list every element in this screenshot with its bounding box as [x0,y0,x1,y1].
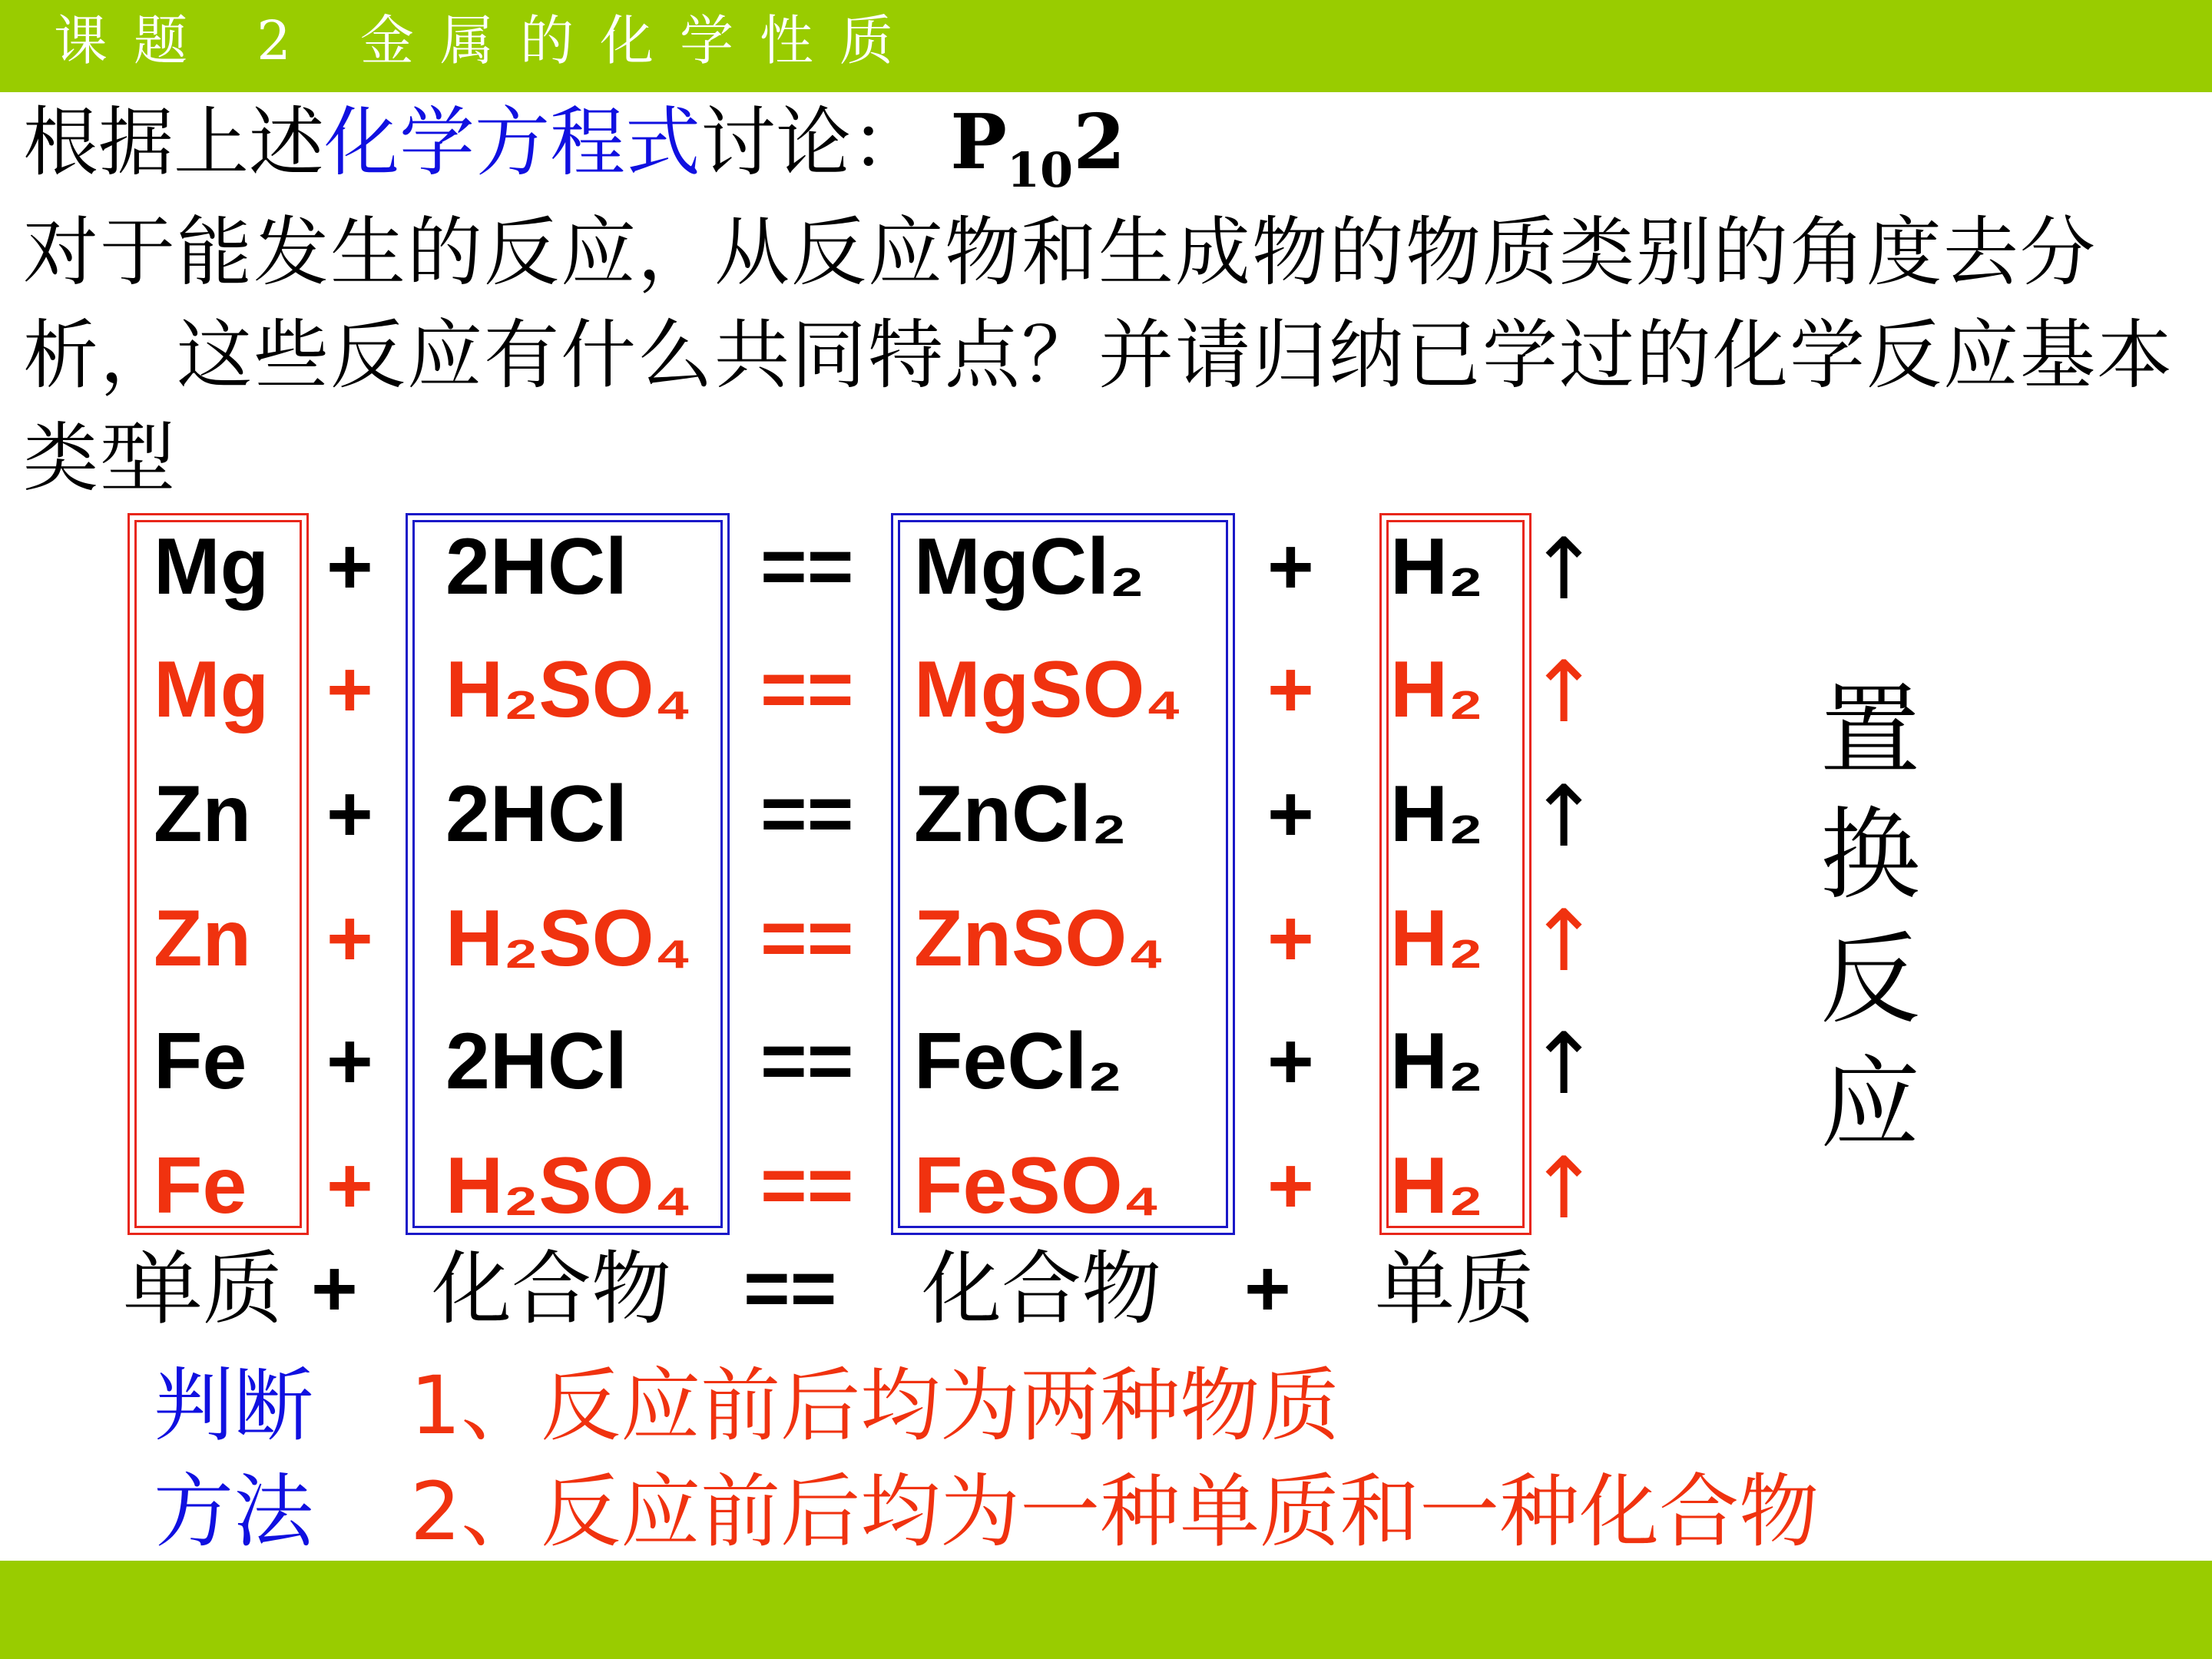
product-compound: FeSO₄ [914,1141,1161,1230]
reactant-element: Fe [154,1141,247,1230]
plus-sign: + [1267,894,1314,983]
general-form [123,1242,1736,1349]
page-ref-number: 10 [1006,142,1074,198]
question-number: 2 [1073,98,1126,187]
plus-sign: + [326,770,373,859]
plus-sign: + [326,645,373,734]
plus-sign: + [326,522,373,611]
reactant-element: Mg [154,522,270,611]
product-compound: MgCl₂ [914,522,1145,611]
page-reference [950,98,1126,198]
equation-row [0,892,1690,1014]
judgement-label: 方法 [154,1465,314,1558]
lesson-title: 课题 2 金属的化学性质 [54,9,920,72]
product-element: H₂ [1390,770,1484,859]
product-element: H₂ [1390,894,1484,983]
discussion-question: 对于能发生的反应，从反应物和生成物的物质类别的角度去分析，这些反应有什么共同特点？并请归纳已学过的化学反应基本类型 [23,209,2174,502]
general-plus-2: + [1244,1244,1291,1333]
reactant-element: Zn [154,894,252,983]
general-compound-2: 化合物 [922,1242,1162,1336]
equals-sign: == [760,894,854,983]
discussion-heading [23,98,1126,198]
reactant-compound: 2HCl [445,522,628,611]
product-compound: ZnCl₂ [914,770,1128,859]
plus-sign: + [326,1141,373,1230]
reactant-element: Fe [154,1017,247,1106]
general-element-2: 单质 [1375,1242,1535,1336]
gas-arrow: ↑ [1528,1139,1600,1237]
equation-row [0,767,1690,889]
plus-sign: + [1267,1017,1314,1106]
equals-sign: == [760,645,854,734]
product-compound: FeCl₂ [914,1017,1123,1106]
equals-sign: == [760,522,854,611]
gas-arrow: ↑ [1528,1015,1600,1113]
product-element: H₂ [1390,522,1484,611]
equals-sign: == [760,1017,854,1106]
general-element-1: 单质 [123,1242,283,1336]
reactant-compound: 2HCl [445,770,628,859]
plus-sign: + [1267,770,1314,859]
equation-row [0,643,1690,765]
judgement-text: 1、反应前后均为两种物质 [410,1359,1340,1452]
judgement-row-2 [154,1465,1820,1558]
product-element: H₂ [1390,1017,1484,1106]
reactant-compound: H₂SO₄ [445,1141,693,1230]
equals-sign: == [760,1141,854,1230]
heading-suffix: 讨论： [700,99,927,187]
equation-row [0,520,1690,642]
judgement-label: 判断 [154,1359,314,1452]
reactant-element: Zn [154,770,252,859]
product-compound: MgSO₄ [914,645,1183,734]
page-ref-letter: P [950,98,1007,187]
judgement-row-1 [154,1359,1340,1452]
plus-sign: + [326,894,373,983]
product-compound: ZnSO₄ [914,894,1165,983]
reactant-compound: H₂SO₄ [445,645,693,734]
gas-arrow: ↑ [1528,892,1600,990]
general-compound-1: 化合物 [432,1242,672,1336]
reaction-type-label: 置换反应 [1820,672,1920,1162]
reactant-compound: 2HCl [445,1017,628,1106]
judgement-text: 2、反应前后均为一种单质和一种化合物 [410,1465,1820,1558]
general-equals: == [743,1244,837,1333]
plus-sign: + [1267,1141,1314,1230]
equation-row [0,1015,1690,1137]
product-element: H₂ [1390,1141,1484,1230]
general-plus-1: + [311,1244,358,1333]
plus-sign: + [1267,645,1314,734]
heading-highlight: 化学方程式 [324,99,701,187]
footer-band [0,1561,2212,1659]
plus-sign: + [1267,522,1314,611]
gas-arrow: ↑ [1528,520,1600,618]
plus-sign: + [326,1017,373,1106]
equals-sign: == [760,770,854,859]
heading-prefix: 根据上述 [23,99,325,187]
gas-arrow: ↑ [1528,643,1600,741]
reactant-element: Mg [154,645,270,734]
reactant-compound: H₂SO₄ [445,894,693,983]
product-element: H₂ [1390,645,1484,734]
gas-arrow: ↑ [1528,767,1600,866]
